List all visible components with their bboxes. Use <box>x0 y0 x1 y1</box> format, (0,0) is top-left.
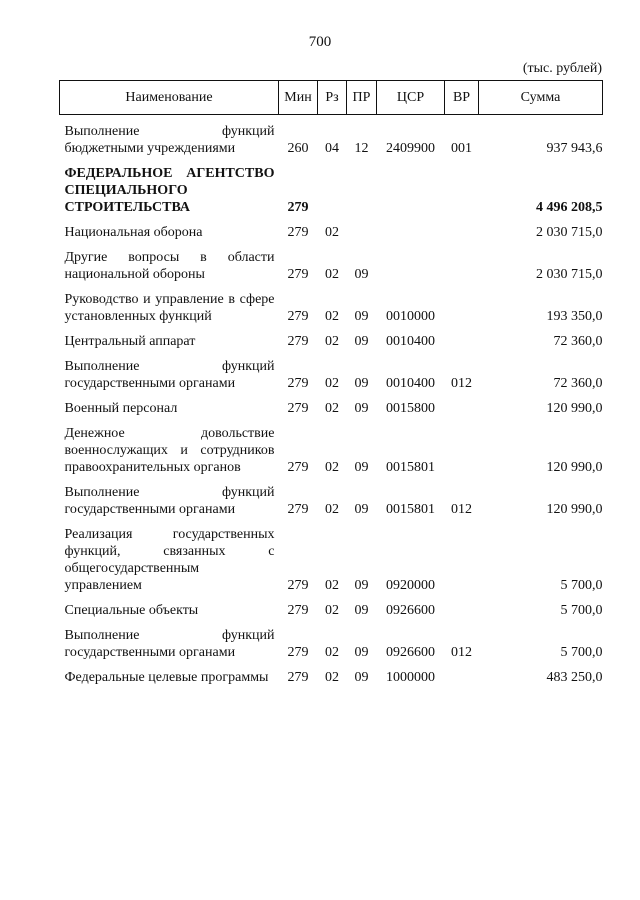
table-row <box>60 358 603 392</box>
row-spacer <box>60 241 603 249</box>
cell-min: 279 <box>287 401 309 416</box>
table-row <box>60 526 603 594</box>
cell-name: Выполнение функций государственными органами <box>64 359 275 391</box>
row-spacer <box>60 325 603 333</box>
cell-name: Национальная оборона <box>64 225 203 240</box>
cell-rz: 02 <box>325 309 339 324</box>
cell-vr <box>445 291 479 325</box>
cell-min: 279 <box>287 309 309 324</box>
cell-csr: 0926600 <box>386 645 435 660</box>
cell-sum: 483 250,0 <box>546 670 603 685</box>
cell-min: 279 <box>287 603 309 618</box>
header-csr: ЦСР <box>377 81 445 115</box>
cell-sum: 193 350,0 <box>546 309 603 324</box>
cell-name: Другие вопросы в области национальной обороны <box>64 250 275 282</box>
cell-min: 279 <box>287 334 309 349</box>
cell-rz <box>318 165 347 216</box>
cell-rz: 02 <box>325 578 339 593</box>
spacer-cell <box>60 350 603 358</box>
cell-csr: 0010400 <box>386 376 435 391</box>
row-spacer <box>60 594 603 602</box>
cell-rz: 02 <box>325 603 339 618</box>
cell-rz: 02 <box>325 670 339 685</box>
table-row <box>60 669 603 686</box>
spacer-cell <box>60 661 603 669</box>
row-spacer <box>60 518 603 526</box>
cell-pr: 09 <box>354 645 369 660</box>
cell-vr <box>445 602 479 619</box>
cell-csr: 0015801 <box>386 502 435 517</box>
cell-pr: 09 <box>354 460 369 475</box>
cell-rz: 02 <box>325 267 339 282</box>
cell-csr: 0926600 <box>386 603 435 618</box>
cell-pr: 09 <box>354 502 369 517</box>
cell-vr <box>445 669 479 686</box>
units-label: (тыс. рублей) <box>522 61 602 76</box>
header-vr: ВР <box>445 81 479 115</box>
table-row <box>60 627 603 661</box>
cell-pr: 09 <box>354 578 369 593</box>
cell-name: ФЕДЕРАЛЬНОЕ АГЕНТСТВО СПЕЦИАЛЬНОГО СТРОИТЕЛЬСТВА <box>64 166 275 215</box>
page-number: 700 <box>308 34 332 50</box>
cell-pr: 09 <box>354 670 369 685</box>
spacer-cell <box>60 594 603 602</box>
spacer-cell <box>60 392 603 400</box>
spacer-cell <box>60 283 603 291</box>
table-body <box>60 115 603 687</box>
cell-min: 279 <box>287 200 309 215</box>
cell-sum: 5 700,0 <box>560 603 603 618</box>
cell-sum: 5 700,0 <box>560 645 603 660</box>
header-rz: Рз <box>318 81 347 115</box>
budget-table <box>59 80 603 686</box>
cell-rz: 02 <box>325 645 339 660</box>
cell-min: 279 <box>287 578 309 593</box>
cell-vr: 012 <box>451 502 472 517</box>
cell-rz: 02 <box>325 502 339 517</box>
table-row <box>60 291 603 325</box>
spacer-cell <box>60 619 603 627</box>
cell-pr: 12 <box>354 141 369 156</box>
cell-vr <box>445 526 479 594</box>
row-spacer <box>60 661 603 669</box>
cell-pr <box>347 165 377 216</box>
header-min: Мин <box>279 81 318 115</box>
cell-vr <box>445 224 479 241</box>
cell-sum: 2 030 715,0 <box>536 225 603 240</box>
row-spacer <box>60 417 603 425</box>
cell-pr: 09 <box>354 376 369 391</box>
cell-min: 279 <box>287 645 309 660</box>
cell-rz: 02 <box>325 401 339 416</box>
table-row <box>60 333 603 350</box>
spacer-cell <box>60 115 603 124</box>
cell-csr: 0010400 <box>386 334 435 349</box>
row-spacer <box>60 115 603 124</box>
cell-vr <box>445 425 479 476</box>
cell-sum: 2 030 715,0 <box>536 267 603 282</box>
spacer-cell <box>60 476 603 484</box>
cell-pr <box>347 224 377 241</box>
cell-rz: 02 <box>325 225 339 240</box>
cell-rz: 02 <box>325 460 339 475</box>
table-row <box>60 123 603 157</box>
cell-vr: 001 <box>451 141 472 156</box>
cell-csr: 0015800 <box>386 401 435 416</box>
cell-pr: 09 <box>354 309 369 324</box>
table-row <box>60 249 603 283</box>
cell-csr: 0010000 <box>386 309 435 324</box>
cell-name: Центральный аппарат <box>64 334 196 349</box>
row-spacer <box>60 392 603 400</box>
cell-name: Реализация государственных функций, связанных с общегосударственным управлением <box>64 527 275 593</box>
header-sum: Сумма <box>479 81 603 115</box>
cell-name: Выполнение функций государственными органами <box>64 485 275 517</box>
header-row <box>60 81 603 115</box>
cell-sum: 120 990,0 <box>546 460 603 475</box>
cell-rz: 02 <box>325 376 339 391</box>
header-pr: ПР <box>347 81 377 115</box>
cell-min: 279 <box>287 225 309 240</box>
row-spacer <box>60 283 603 291</box>
spacer-cell <box>60 216 603 224</box>
cell-sum: 937 943,6 <box>546 141 603 156</box>
cell-pr: 09 <box>354 334 369 349</box>
table-row <box>60 484 603 518</box>
spacer-cell <box>60 157 603 165</box>
cell-vr <box>445 165 479 216</box>
cell-csr: 0015801 <box>386 460 435 475</box>
table-row <box>60 425 603 476</box>
cell-vr: 012 <box>451 376 472 391</box>
cell-csr: 2409900 <box>386 141 435 156</box>
spacer-cell <box>60 417 603 425</box>
cell-vr <box>445 400 479 417</box>
cell-sum: 72 360,0 <box>553 376 603 391</box>
cell-name: Руководство и управление в сфере установленных функций <box>64 292 275 324</box>
cell-name: Выполнение функций государственными органами <box>64 628 275 660</box>
cell-sum: 120 990,0 <box>546 502 603 517</box>
cell-min: 260 <box>287 141 309 156</box>
cell-rz: 02 <box>325 334 339 349</box>
cell-pr: 09 <box>354 401 369 416</box>
cell-min: 279 <box>287 267 309 282</box>
row-spacer <box>60 157 603 165</box>
table-row <box>60 165 603 216</box>
cell-sum: 72 360,0 <box>553 334 603 349</box>
cell-csr <box>377 224 445 241</box>
cell-csr <box>377 249 445 283</box>
row-spacer <box>60 476 603 484</box>
spacer-cell <box>60 518 603 526</box>
spacer-cell <box>60 325 603 333</box>
table-row <box>60 602 603 619</box>
cell-name: Выполнение функций бюджетными учреждениями <box>64 124 275 156</box>
cell-name: Денежное довольствие военнослужащих и сотрудников правоохранительных органов <box>64 426 275 475</box>
table-row <box>60 224 603 241</box>
cell-vr <box>445 249 479 283</box>
cell-sum: 5 700,0 <box>560 578 603 593</box>
row-spacer <box>60 216 603 224</box>
cell-csr: 0920000 <box>386 578 435 593</box>
cell-min: 279 <box>287 670 309 685</box>
cell-csr: 1000000 <box>386 670 435 685</box>
cell-name: Федеральные целевые программы <box>64 670 269 685</box>
table-row <box>60 400 603 417</box>
cell-sum: 120 990,0 <box>546 401 603 416</box>
cell-min: 279 <box>287 502 309 517</box>
row-spacer <box>60 619 603 627</box>
header-name: Наименование <box>60 81 279 115</box>
cell-pr: 09 <box>354 267 369 282</box>
cell-min: 279 <box>287 460 309 475</box>
cell-sum: 4 496 208,5 <box>536 200 603 215</box>
cell-vr <box>445 333 479 350</box>
cell-vr: 012 <box>451 645 472 660</box>
cell-name: Военный персонал <box>64 401 178 416</box>
cell-name: Специальные объекты <box>64 603 199 618</box>
cell-rz: 04 <box>325 141 339 156</box>
row-spacer <box>60 350 603 358</box>
cell-pr: 09 <box>354 603 369 618</box>
spacer-cell <box>60 241 603 249</box>
table-header <box>60 81 603 115</box>
cell-min: 279 <box>287 376 309 391</box>
cell-csr <box>377 165 445 216</box>
